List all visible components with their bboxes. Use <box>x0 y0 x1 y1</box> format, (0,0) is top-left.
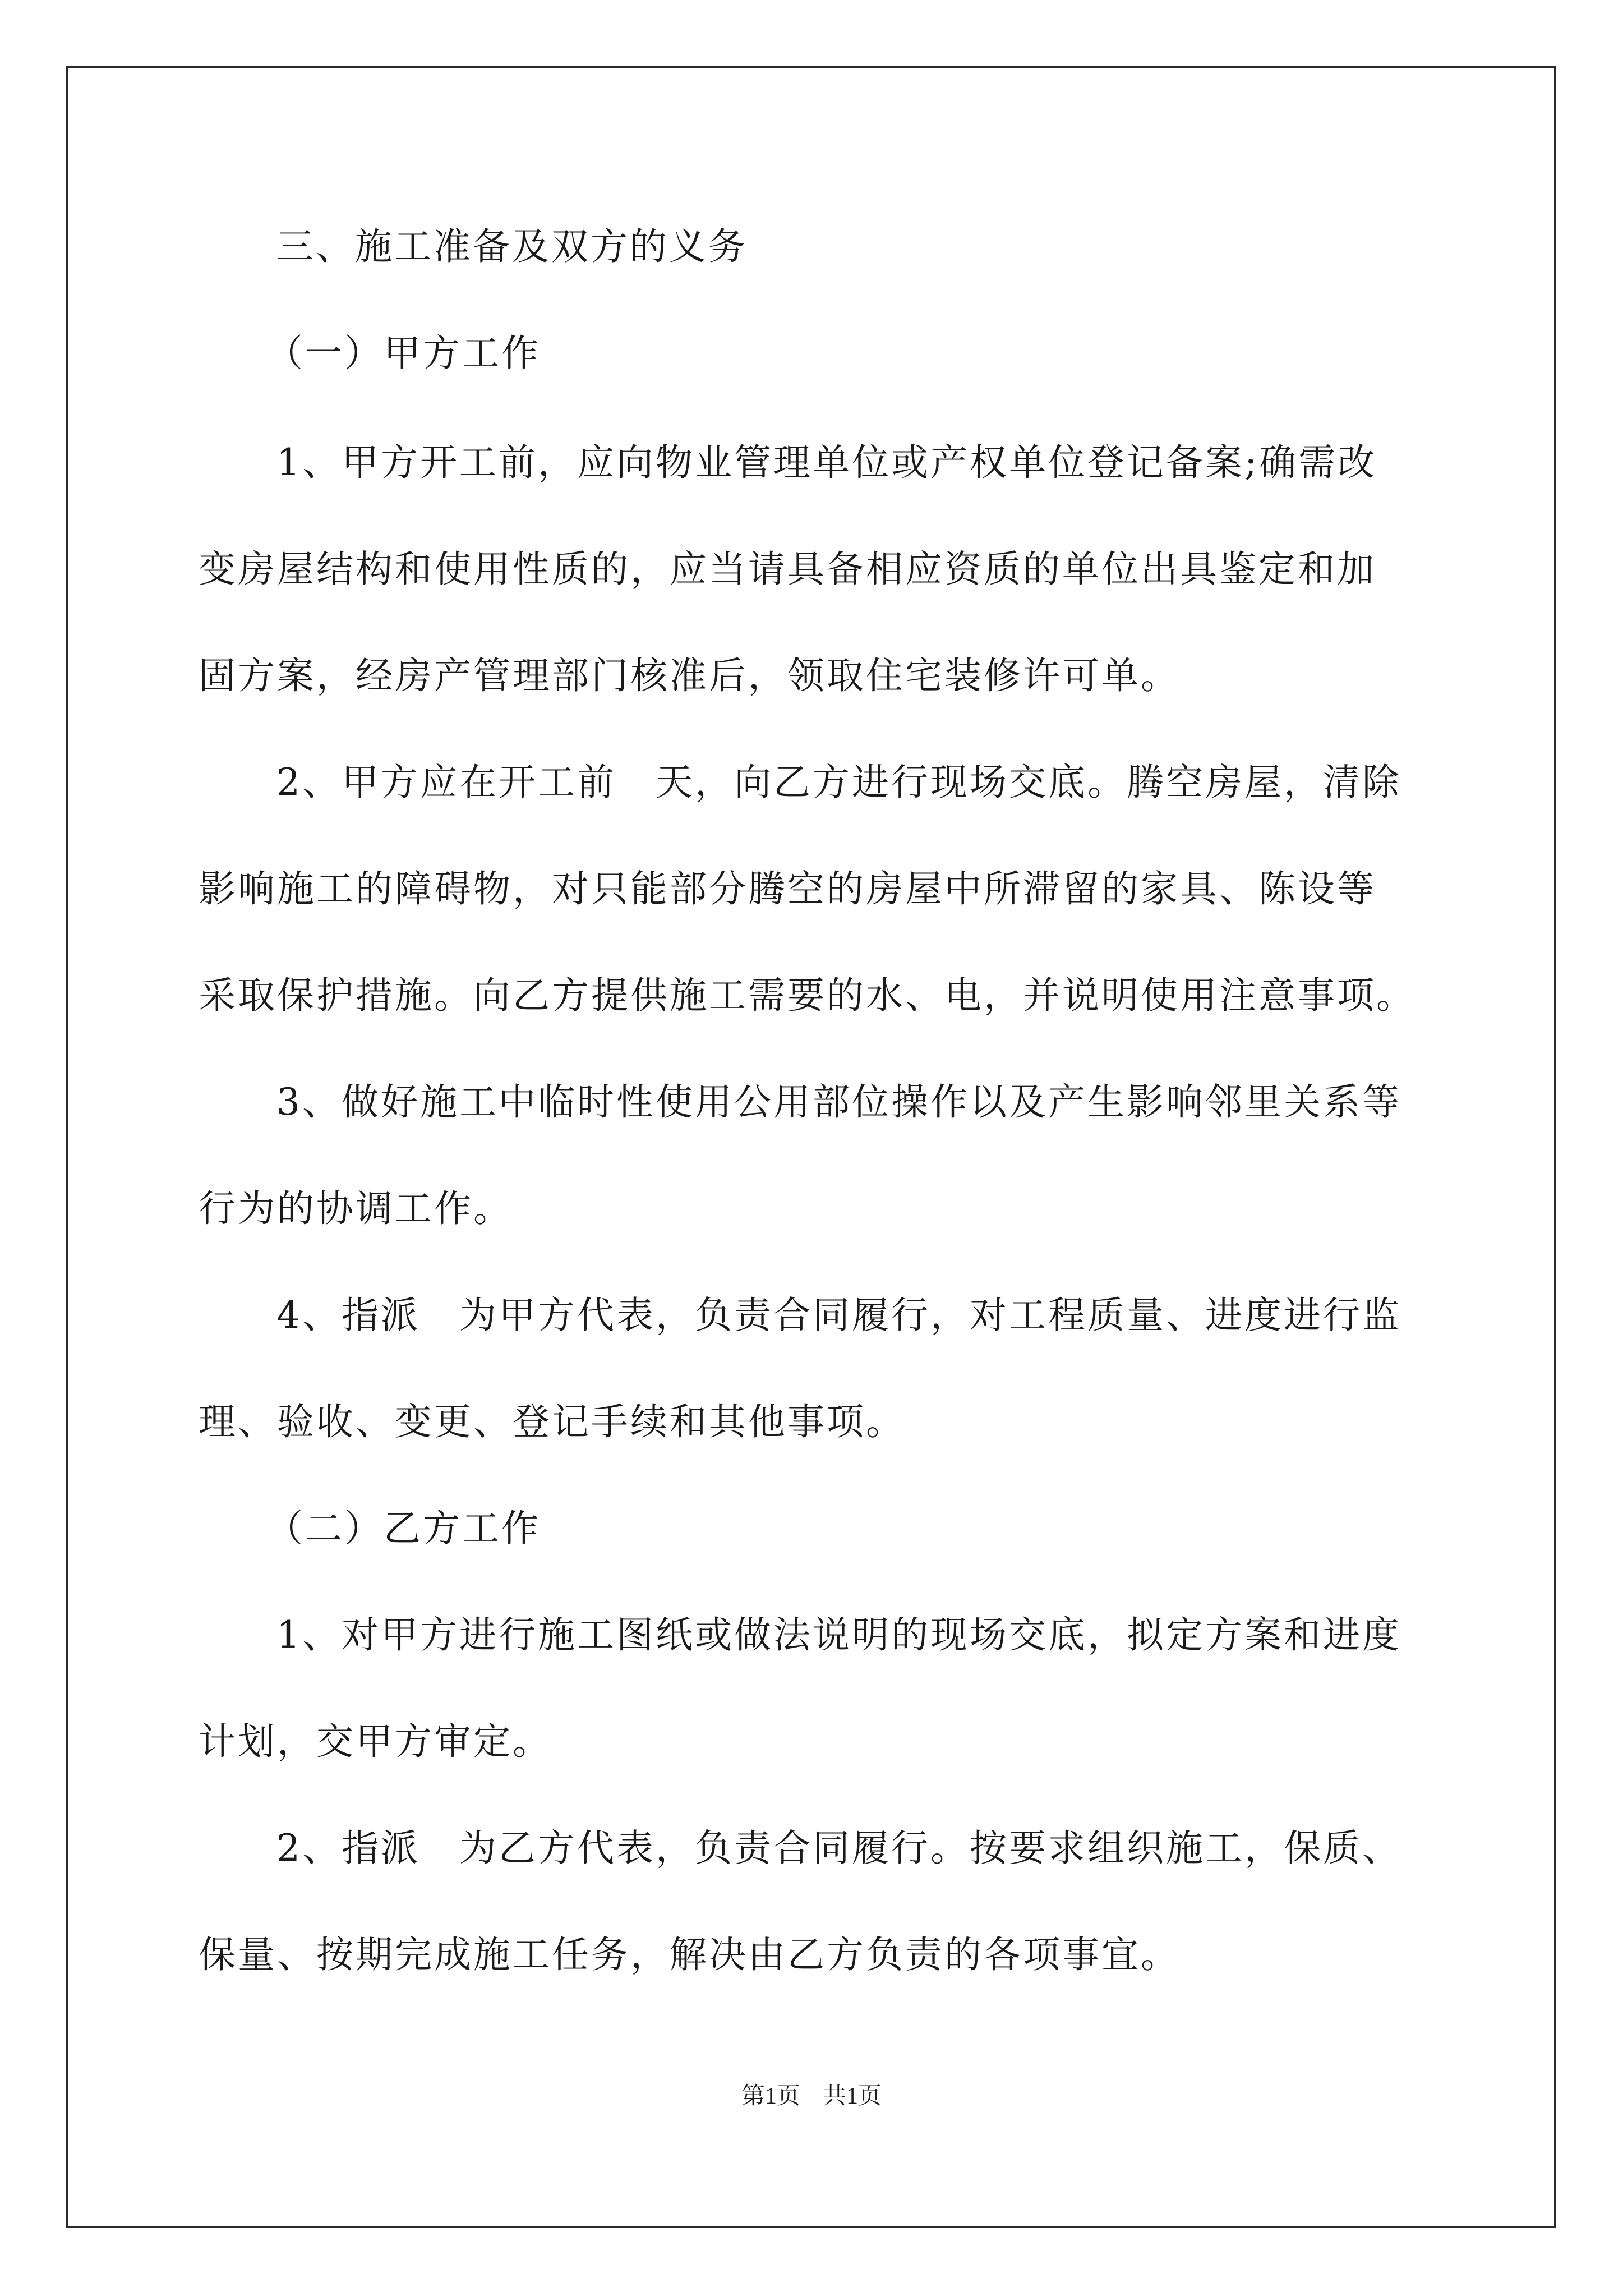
page-border <box>66 66 1556 2228</box>
clause-a4-line-1: 4、指派 为甲方代表，负责合同履行，对工程质量、进度进行监 <box>276 1294 1401 1337</box>
clause-a2-line-1: 2、甲方应在开工前 天，向乙方进行现场交底。腾空房屋，清除 <box>276 761 1401 804</box>
page-number-current: 第1页 <box>741 2083 800 2109</box>
clause-b1-line-1: 1、对甲方进行施工图纸或做法说明的现场交底，拟定方案和进度 <box>276 1613 1401 1657</box>
subsection-title-party-b: （二）乙方工作 <box>266 1507 541 1550</box>
clause-a1-line-2: 变房屋结构和使用性质的，应当请具备相应资质的单位出具鉴定和加 <box>199 547 1376 591</box>
page-number-total: 共1页 <box>823 2083 882 2109</box>
clause-b1-line-2: 计划，交甲方审定。 <box>199 1720 552 1763</box>
clause-a2-line-2: 影响施工的障碍物，对只能部分腾空的房屋中所滞留的家具、陈设等 <box>199 867 1376 910</box>
page-footer <box>0 2081 1623 2111</box>
subsection-title-party-a: （一）甲方工作 <box>266 332 541 375</box>
clause-a3-line-1: 3、做好施工中临时性使用公用部位操作以及产生影响邻里关系等 <box>276 1080 1401 1124</box>
clause-a4-line-2: 理、验收、变更、登记手续和其他事项。 <box>199 1400 905 1443</box>
clause-a1-line-3: 固方案，经房产管理部门核准后，领取住宅装修许可单。 <box>199 654 1180 697</box>
clause-a2-line-3: 采取保护措施。向乙方提供施工需要的水、电，并说明使用注意事项。 <box>199 974 1415 1017</box>
section-heading: 三、施工准备及双方的义务 <box>276 225 748 268</box>
clause-b2-line-1: 2、指派 为乙方代表，负责合同履行。按要求组织施工，保质、 <box>276 1826 1401 1870</box>
clause-a1-line-1: 1、甲方开工前，应向物业管理单位或产权单位登记备案;确需改 <box>276 441 1377 484</box>
clause-a3-line-2: 行为的协调工作。 <box>199 1187 513 1230</box>
clause-b2-line-2: 保量、按期完成施工任务，解决由乙方负责的各项事宜。 <box>199 1933 1180 1976</box>
